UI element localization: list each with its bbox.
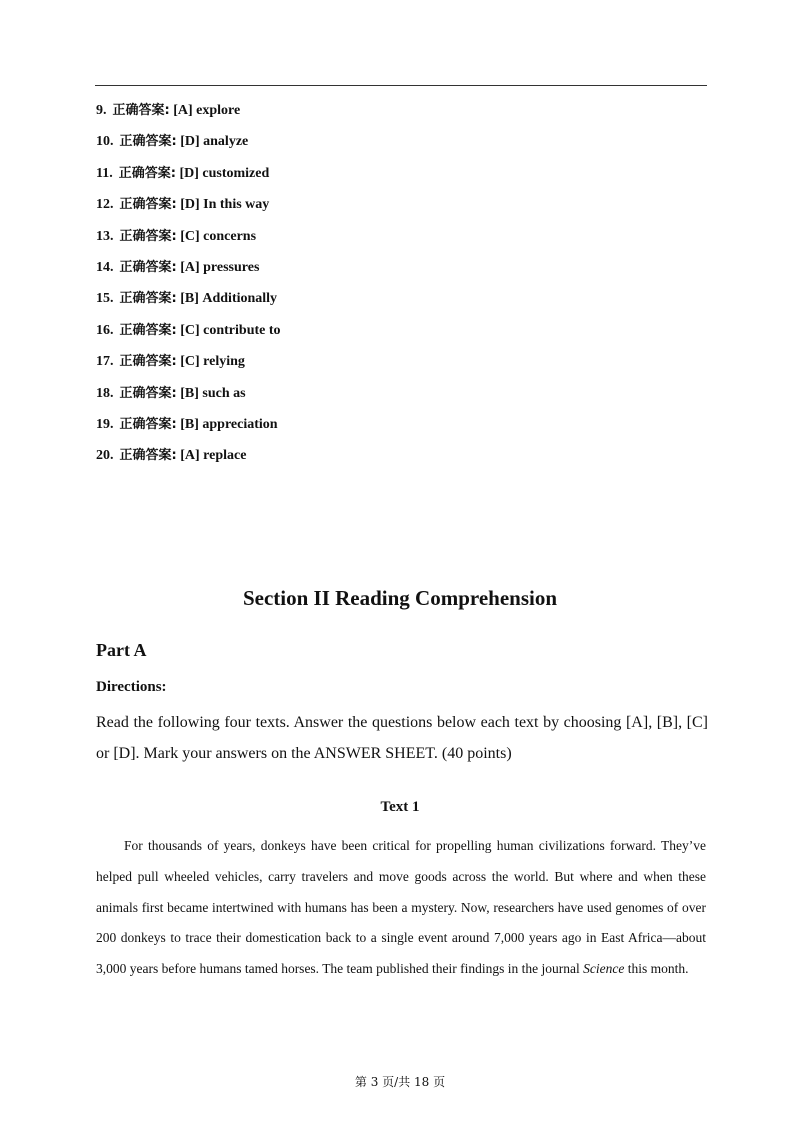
answer-number: 18. xyxy=(96,385,114,401)
answer-number: 17. xyxy=(96,354,114,370)
answer-number: 11. xyxy=(96,165,113,181)
answer-number: 14. xyxy=(96,259,114,275)
answer-value: [D] customized xyxy=(179,165,270,181)
answer-label: 正确答案: xyxy=(119,259,177,275)
page-footer: 第 3 页/共 18 页 xyxy=(354,1075,446,1089)
answer-label: 正确答案: xyxy=(119,291,177,307)
answer-label: 正确答案: xyxy=(119,228,177,244)
answer-label: 正确答案: xyxy=(118,165,176,181)
answer-number: 20. xyxy=(96,448,114,464)
answer-row xyxy=(96,225,281,256)
answer-label: 正确答案: xyxy=(119,197,177,213)
directions-label: Directions: xyxy=(96,679,167,695)
answer-value: [D] analyze xyxy=(180,134,249,150)
answer-number: 15. xyxy=(96,291,114,307)
answer-number: 9. xyxy=(96,103,107,118)
answer-row xyxy=(96,256,281,287)
answer-value: [C] contribute to xyxy=(180,322,281,338)
answer-row xyxy=(96,319,281,350)
directions-text: Read the following four texts. Answer the questions below each text by choosing [A], [B], [C] or [D]. Mark your answers on the ANSWER SHEET. (40 points) xyxy=(96,714,708,762)
answer-label: 正确答案: xyxy=(119,322,177,338)
answer-value: [D] In this way xyxy=(180,197,270,213)
answer-number: 16. xyxy=(96,322,114,338)
answer-label: 正确答案: xyxy=(119,448,177,464)
text-paragraph xyxy=(96,831,706,985)
answer-number: 13. xyxy=(96,228,114,244)
journal-name: Science xyxy=(583,961,625,977)
answer-row xyxy=(96,193,281,224)
answer-list xyxy=(96,99,281,476)
answer-row xyxy=(96,287,281,318)
answer-value: [B] such as xyxy=(180,385,246,401)
answer-row xyxy=(96,444,281,475)
answer-value: [A] explore xyxy=(173,103,241,118)
answer-row xyxy=(96,413,281,444)
answer-row xyxy=(96,130,281,161)
answer-value: [A] pressures xyxy=(180,259,260,275)
header-rule xyxy=(95,85,707,86)
answer-row xyxy=(96,162,281,193)
answer-label: 正确答案: xyxy=(112,103,170,118)
answer-value: [B] appreciation xyxy=(180,416,278,432)
answer-number: 19. xyxy=(96,416,114,432)
answer-row xyxy=(96,350,281,381)
answer-number: 10. xyxy=(96,134,114,150)
answer-value: [C] relying xyxy=(180,354,245,370)
answer-label: 正确答案: xyxy=(119,385,177,401)
answer-label: 正确答案: xyxy=(119,416,177,432)
paragraph-part: For thousands of years, donkeys have been critical for propelling human civilizations forward. They’ve helped pull wheeled vehicles, carry travelers and move goods across the world. But where and when these animals first became intertwined with humans has been a mystery. Now, researchers have used genomes of over 200 donkeys to trace their domestication back to a single event around 7,000 years ago in East Africa—about 3,000 years before humans tamed horses. The team published their findings in the journal xyxy=(96,838,706,977)
answer-value: [B] Additionally xyxy=(180,291,278,307)
text-title: Text 1 xyxy=(380,799,420,815)
answer-value: [C] concerns xyxy=(180,228,257,244)
paragraph-end: this month. xyxy=(624,961,689,977)
answer-label: 正确答案: xyxy=(119,354,177,370)
answer-number: 12. xyxy=(96,197,114,213)
answer-value: [A] replace xyxy=(180,448,247,464)
part-title: Part A xyxy=(96,640,147,660)
answer-row xyxy=(96,382,281,413)
answer-row xyxy=(96,99,281,130)
section-title: Section II Reading Comprehension xyxy=(242,586,558,610)
answer-label: 正确答案: xyxy=(119,134,177,150)
